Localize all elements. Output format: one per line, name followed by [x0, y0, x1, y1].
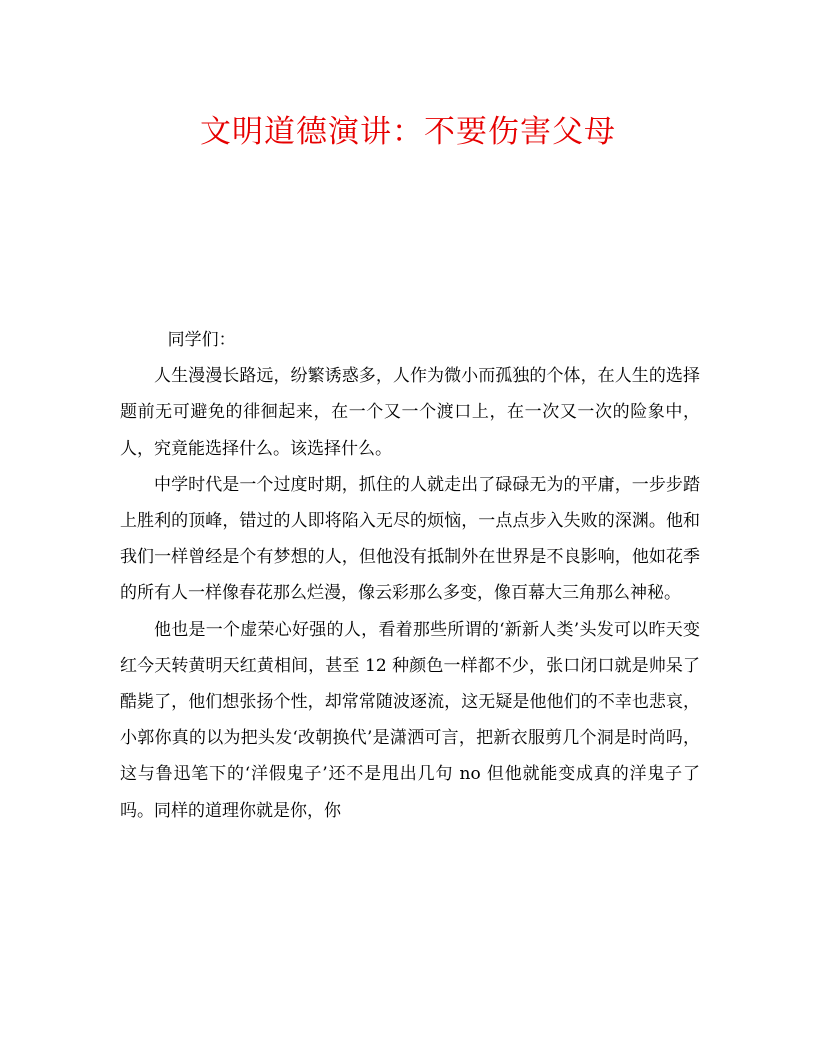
- document-title: 文明道德演讲：不要伤害父母: [200, 114, 616, 150]
- paragraph-2: 中学时代是一个过度时期，抓住的人就走出了碌碌无为的平庸，一步步踏上胜利的顶峰，错过的人即将陷入无尽的烦恼，一点点步入失败的深渊。他和我们一样曾经是个有梦想的人，但他没有抵制外在世界是不良影响，他如花季的所有人一样像春花那么烂漫，像云彩那么多变，像百幕大三角那么神秘。: [120, 474, 700, 604]
- paragraph-3: 他也是一个虚荣心好强的人，看着那些所谓的‘新新人类’头发可以昨天变红今天转黄明天红黄相间，甚至 12 种颜色一样都不少，张口闭口就是帅呆了酷毙了，他们想张扬个性，却常常随波逐流，这无疑是他他们的不幸也悲哀，小郭你真的以为把头发‘改朝换代’是潇洒可言，把新衣服剪几个洞是时尚吗，这与鲁迅笔下的‘洋假鬼子’还不是甩出几句 no 但他就能变成真的洋鬼子了吗。同样的道理你就是你，你: [120, 619, 700, 821]
- paragraph-1: 人生漫漫长路远，纷繁诱惑多，人作为微小而孤独的个体，在人生的选择题前无可避免的徘徊起来，在一个又一个渡口上，在一次又一次的险象中，人，究竟能选择什么。该选择什么。: [120, 366, 700, 459]
- document-body: [120, 322, 700, 829]
- salutation: 同学们：: [167, 330, 236, 350]
